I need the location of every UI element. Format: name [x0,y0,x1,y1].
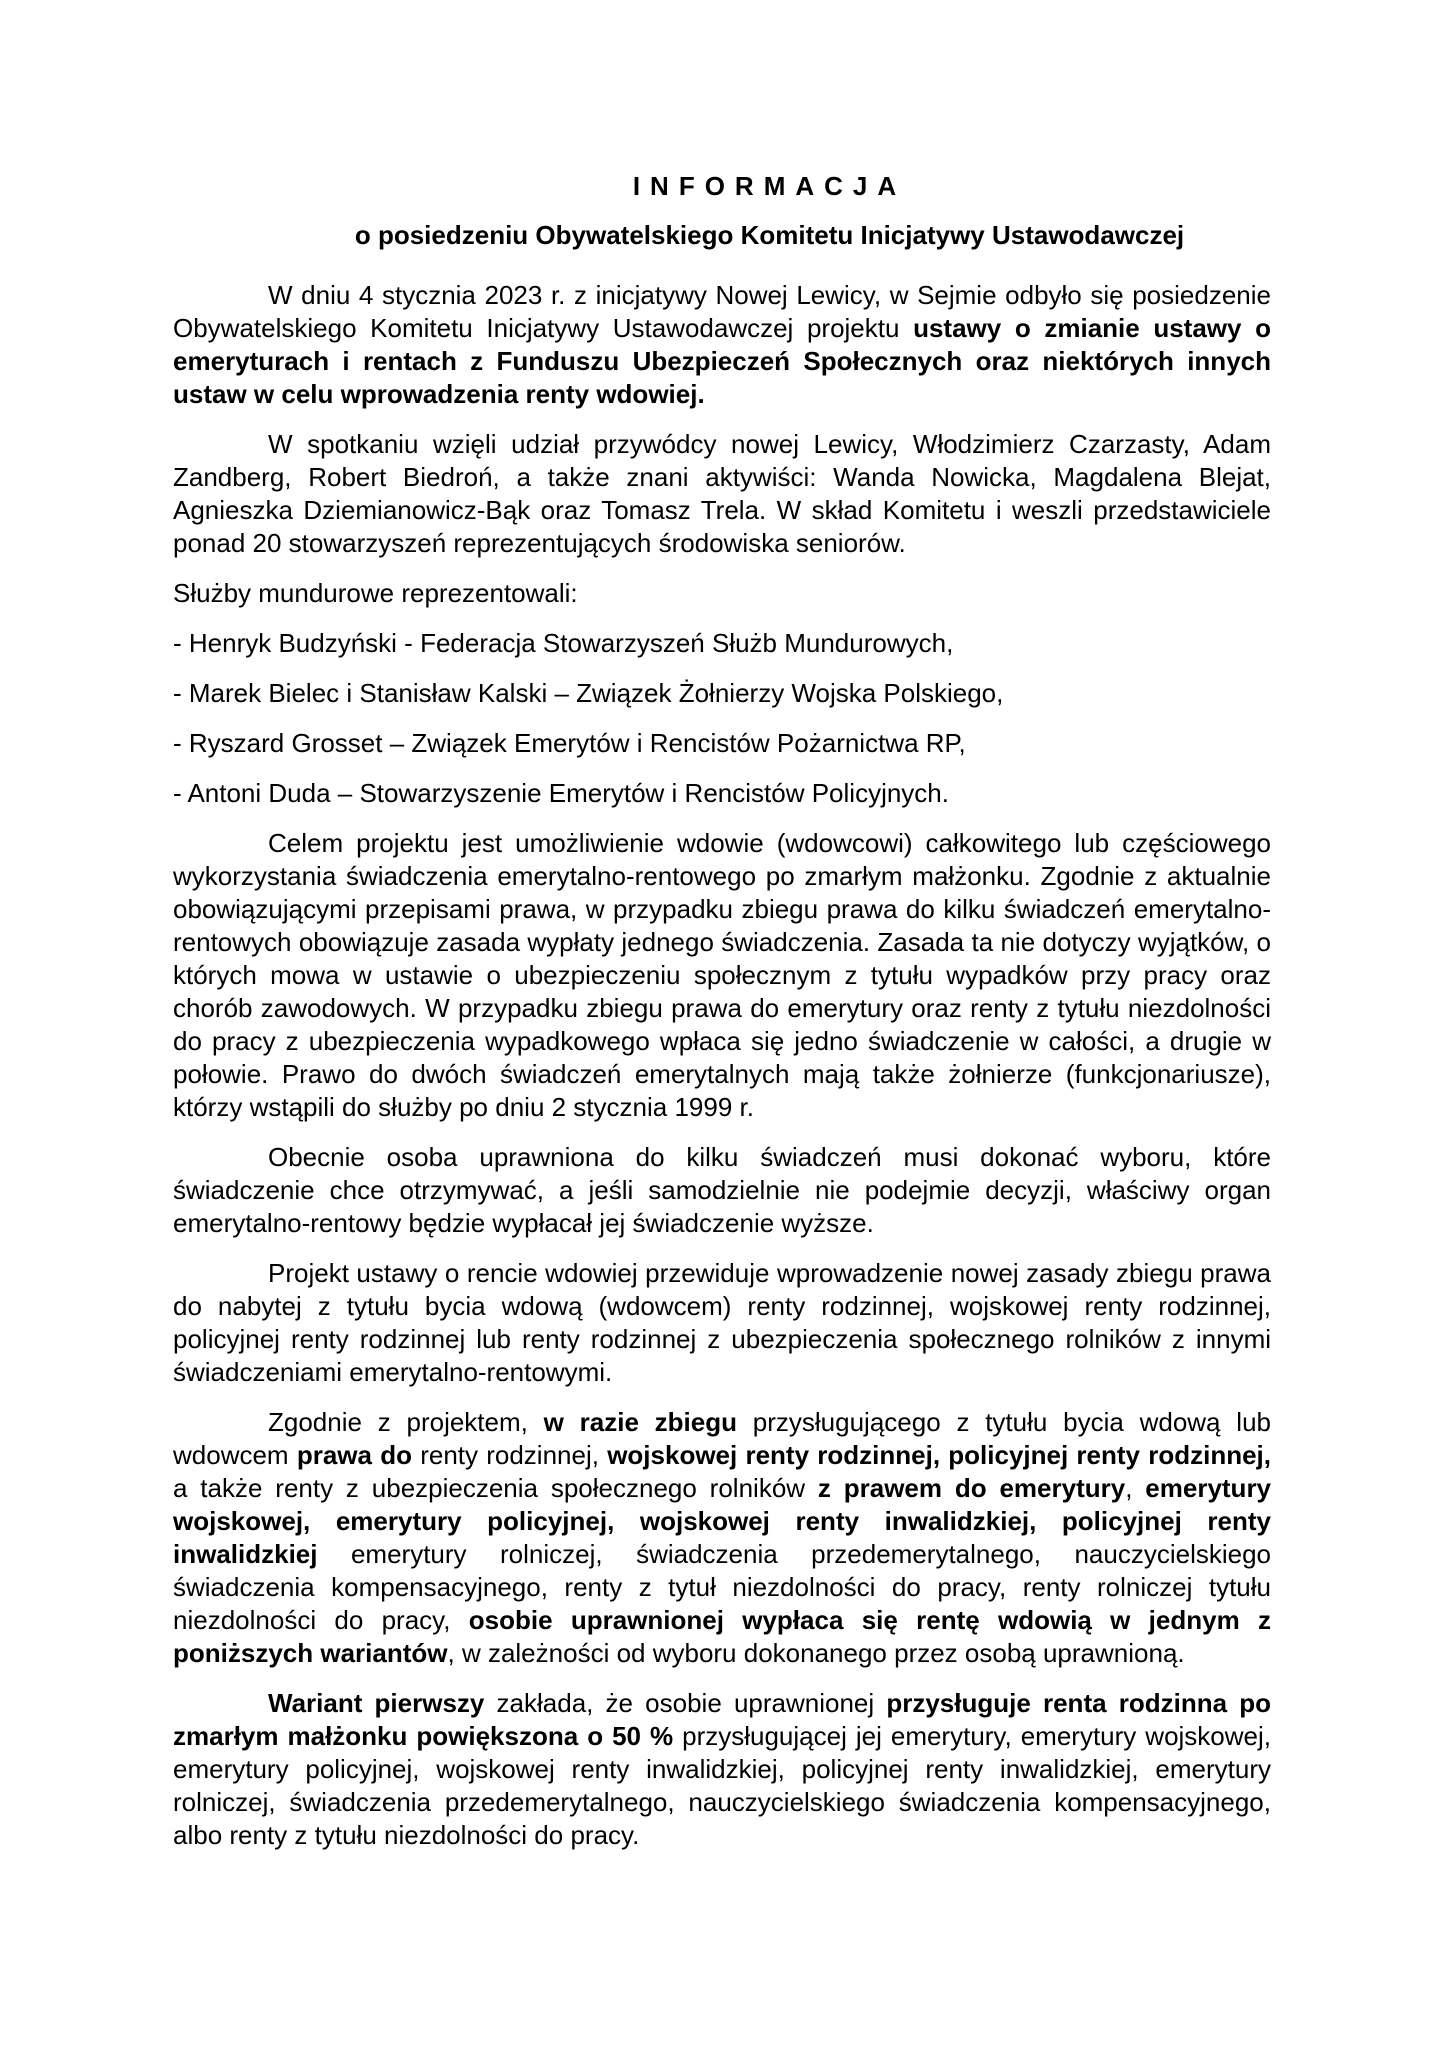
paragraph-bill-provisions [173,1257,1271,1389]
text-run: Projekt ustawy o rencie wdowiej przewiduje wprowadzenie nowej zasady zbiegu prawa do nabytej z tytułu bycia wdową (wdowcem) renty rodzinnej, wojskowej renty rodzinnej, policyjnej renty rodzinnej lub renty rodzinnej z ubezpieczenia społecznego rolników z innymi świadczeniami emerytalno-rentowymi. [173,1258,1271,1387]
bold-text-run: osobie uprawnionej wypłaca się rentę wdowią w jednym z poniższych wariantów [173,1605,1271,1668]
list-item-grosset [173,727,1271,760]
paragraph-uniformed-services-heading [173,577,1271,610]
text-run: przysługującej jej emerytury, emerytury wojskowej, emerytury policyjnej, wojskowej renty inwalidzkiej, policyjnej renty inwalidzkiej, emerytury rolniczej, świadczenia przedemerytalnego, nauczycielskiego świadczenia kompensacyjnego, albo renty z tytułu niezdolności do pracy. [173,1721,1271,1850]
text-run: przysługującego z tytułu bycia wdową lub wdowcem [173,1407,1271,1470]
bold-text-run: prawa do [296,1440,421,1470]
paragraph-variant-one [173,1687,1271,1852]
text-run: , w zależności od wyboru dokonanego przez osobą uprawnioną. [447,1638,1185,1668]
paragraph-opening [173,279,1271,411]
text-run: zakłada, że osobie uprawnionej [496,1688,887,1718]
paragraph-concurrence-rule [173,1406,1271,1670]
text-run: - Ryszard Grosset – Związek Emerytów i Rencistów Pożarnictwa RP, [173,728,966,758]
document-body [173,279,1271,1852]
text-run: W spotkaniu wzięli udział przywódcy nowej Lewicy, Włodzimierz Czarzasty, Adam Zandberg, Robert Biedroń, a także znani aktywiści: Wanda Nowicka, Magdalena Blejat, Agnieszka Dziemianowicz-Bąk oraz Tomasz Trela. W skład Komitetu i weszli przedstawiciele ponad 20 stowarzyszeń reprezentujących środowiska seniorów. [173,429,1271,558]
text-run: , [1125,1473,1146,1503]
text-run: Obecnie osoba uprawniona do kilku świadczeń musi dokonać wyboru, które świadczenie chce otrzymywać, a jeśli samodzielnie nie podejmie decyzji, właściwy organ emerytalno-rentowy będzie wypłacał jej świadczenie wyższe. [173,1142,1271,1238]
bold-text-run: Wariant pierwszy [268,1688,497,1718]
bold-text-run: przysługuje renta rodzinna po zmarłym małżonku powiększona o 50 % [173,1688,1271,1751]
document-title: INFORMACJA [632,171,907,201]
bold-text-run: z prawem do emerytury [817,1473,1126,1503]
paragraph-project-goal [173,827,1271,1124]
text-run: renty rodzinnej, [420,1440,608,1470]
paragraph-participants [173,428,1271,560]
text-run: Zgodnie z projektem, [268,1407,544,1437]
bold-text-run: ustawy o zmianie ustawy o emeryturach i rentach z Funduszu Ubezpieczeń Społecznych oraz niektórych innych ustaw w celu wprowadzenia renty wdowiej. [173,313,1271,409]
bold-text-run: w razie zbiegu [543,1407,753,1437]
list-item-duda [173,777,1271,810]
text-run: emerytury rolniczej, świadczenia przedemerytalnego, nauczycielskiego świadczenia kompensacyjnego, renty z tytuł niezdolności do pracy, renty rolniczej tytułu niezdolności do pracy, [173,1539,1271,1635]
list-item-budzynski [173,627,1271,660]
text-run: - Antoni Duda – Stowarzyszenie Emerytów i Rencistów Policyjnych. [173,778,949,808]
bold-text-run: emerytury wojskowej, emerytury policyjnej, wojskowej renty inwalidzkiej, policyjnej renty inwalidzkiej [173,1473,1272,1569]
text-run: - Henryk Budzyński - Federacja Stowarzyszeń Służb Mundurowych, [173,628,954,658]
bold-text-run: wojskowej renty rodzinnej, policyjnej renty rodzinnej, [607,1440,1272,1470]
document-subtitle: o posiedzeniu Obywatelskiego Komitetu Inicjatywy Ustawodawczej [354,220,1185,250]
text-run: Służby mundurowe reprezentowali: [173,578,578,608]
text-run: a także renty z ubezpieczenia społecznego rolników [173,1473,818,1503]
text-run: W dniu 4 stycznia 2023 r. z inicjatywy Nowej Lewicy, w Sejmie odbyło się posiedzenie Obywatelskiego Komitetu Inicjatywy Ustawodawczej projektu [173,280,1271,343]
list-item-bielec-kalski [173,677,1271,710]
paragraph-current-rules [173,1141,1271,1240]
text-run: - Marek Bielec i Stanisław Kalski – Związek Żołnierzy Wojska Polskiego, [173,678,1004,708]
text-run: Celem projektu jest umożliwienie wdowie (wdowcowi) całkowitego lub częściowego wykorzystania świadczenia emerytalno-rentowego po zmarłym małżonku. Zgodnie z aktualnie obowiązującymi przepisami prawa, w przypadku zbiegu prawa do kilku świadczeń emerytalno-rentowych obowiązuje zasada wypłaty jednego świadczenia. Zasada ta nie dotyczy wyjątków, o których mowa w ustawie o ubezpieczeniu społecznym z tytułu wypadków przy pracy oraz chorób zawodowych. W przypadku zbiegu prawa do emerytury oraz renty z tytułu niezdolności do pracy z ubezpieczenia wypadkowego wpłaca się jedno świadczenie w całości, a drugie w połowie. Prawo do dwóch świadczeń emerytalnych mają także żołnierze (funkcjonariusze), którzy wstąpili do służby po dniu 2 stycznia 1999 r. [173,828,1271,1122]
